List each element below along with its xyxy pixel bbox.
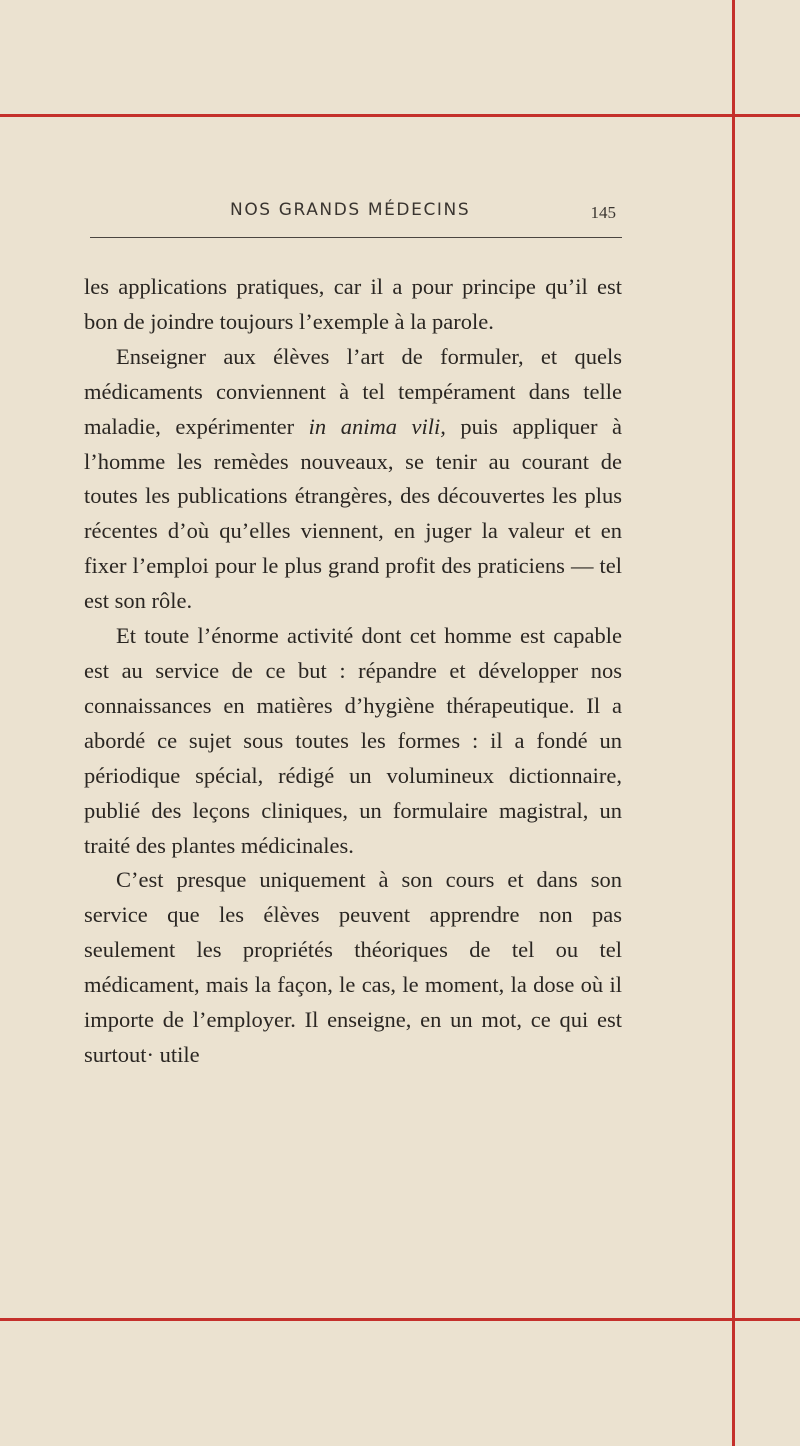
page-header [84,200,620,230]
paragraph-2-text-b: puis appliquer à l’homme les remèdes nouveaux, se tenir au courant de toutes les publications étrangères, des découvertes les plus récentes d’où qu’elles viennent, en juger la valeur et en fixer l’emploi pour le plus grand profit des praticiens — tel est son rôle. [84,413,622,614]
red-rule-top [0,114,800,117]
red-rule-bottom [0,1318,800,1321]
paragraph-1: les applications pratiques, car il a pour principe qu’il est bon de joindre toujours l’exemple à la parole. [84,274,622,334]
paragraph-4: C’est presque uniquement à son cours et dans son service que les élèves peuvent apprendre non pas seulement les propriétés théoriques de tel ou tel médicament, mais la façon, le cas, le moment, la dose où il importe de l’employer. Il enseigne, en un mot, ce qui est surtout· utile [84,867,622,1067]
red-rule-right [732,0,735,1446]
page-number: 145 [590,203,616,222]
body-text [84,270,622,1073]
paragraph-3: Et toute l’énorme activité dont cet homme est capable est au service de ce but : répandre et développer nos connaissances en matières d’hygiène thérapeutique. Il a abordé ce sujet sous toutes les formes : il a fondé un périodique spécial, rédigé un volumineux dictionnaire, publié des leçons cliniques, un formulaire magistral, un traité des plantes médicinales. [84,623,622,858]
paragraph-2-text-a: Enseigner aux élèves l’art de formuler, et quels médicaments conviennent à tel tempérament dans telle maladie, expérimenter [84,343,622,439]
running-title: NOS GRANDS MÉDECINS [230,200,471,220]
paragraph-2 [84,340,622,619]
paragraph-2-latin-phrase: in anima vili, [308,413,446,439]
header-rule [90,237,622,238]
